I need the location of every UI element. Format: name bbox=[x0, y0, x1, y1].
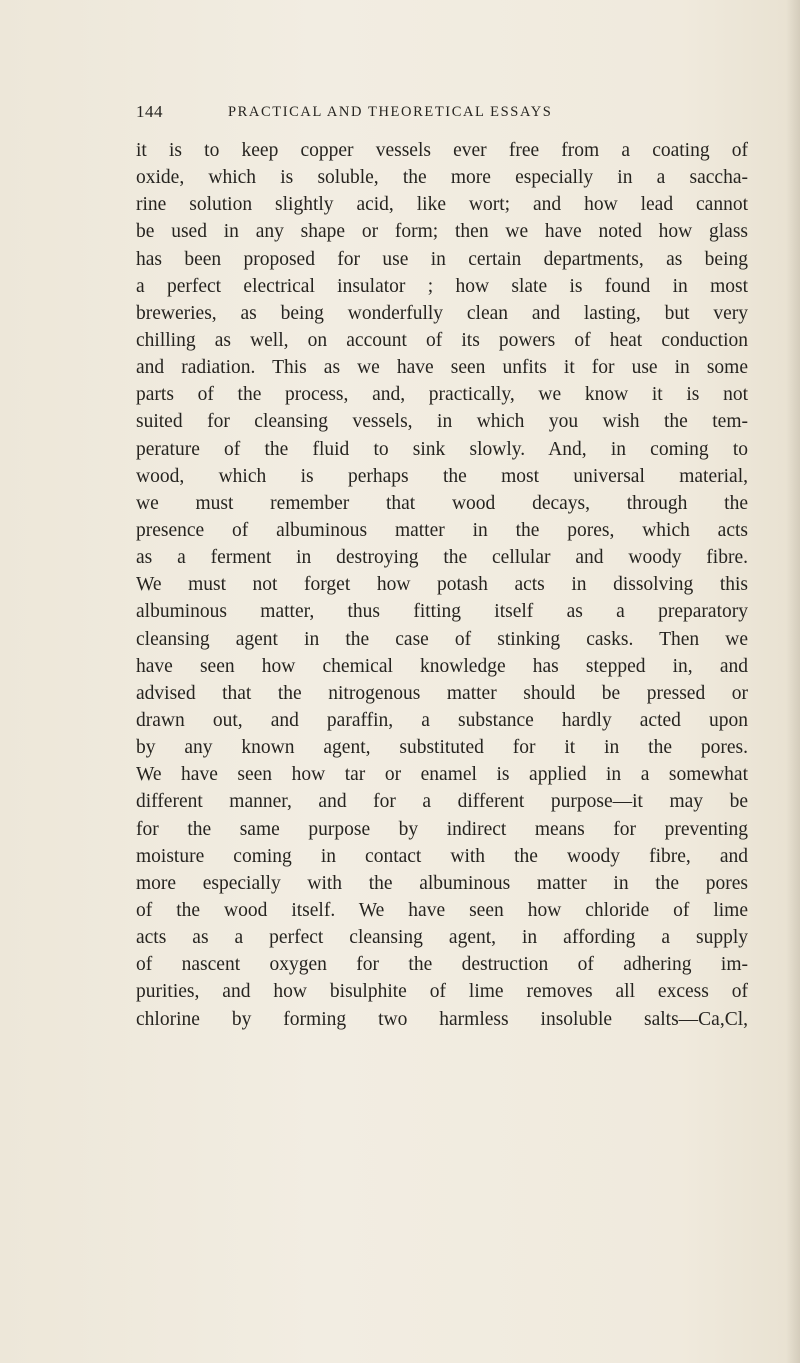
text-line: rine solution slightly acid, like wort; and how lead cannot bbox=[136, 194, 748, 216]
text-line: parts of the process, and, practically, we know it is not bbox=[136, 384, 748, 406]
text-line: drawn out, and paraffin, a substance hardly acted upon bbox=[136, 709, 748, 731]
text-line: advised that the nitrogenous matter should be pressed or bbox=[136, 682, 748, 704]
text-line: breweries, as being wonderfully clean and lasting, but very bbox=[136, 302, 748, 324]
text-line: of nascent oxygen for the destruction of adhering im- bbox=[136, 954, 748, 976]
body-text bbox=[136, 137, 748, 1033]
text-line: suited for cleansing vessels, in which you wish the tem- bbox=[136, 411, 748, 433]
page-header bbox=[136, 102, 736, 126]
page-number: 144 bbox=[136, 102, 163, 121]
text-line: and radiation. This as we have seen unfits it for use in some bbox=[136, 357, 748, 379]
text-line: of the wood itself. We have seen how chloride of lime bbox=[136, 899, 748, 921]
text-line: different manner, and for a different purpose—it may be bbox=[136, 791, 748, 813]
text-line: oxide, which is soluble, the more especially in a saccha- bbox=[136, 167, 748, 189]
text-line: we must remember that wood decays, through the bbox=[136, 492, 748, 514]
text-line: albuminous matter, thus fitting itself as a preparatory bbox=[136, 601, 748, 623]
text-line: be used in any shape or form; then we have noted how glass bbox=[136, 221, 748, 243]
text-line: has been proposed for use in certain departments, as being bbox=[136, 248, 748, 270]
text-line: acts as a perfect cleansing agent, in affording a supply bbox=[136, 927, 748, 949]
text-line: cleansing agent in the case of stinking casks. Then we bbox=[136, 628, 748, 650]
page-edge-shadow bbox=[786, 0, 800, 1363]
text-line: chilling as well, on account of its powers of heat conduction bbox=[136, 329, 748, 351]
text-line: purities, and how bisulphite of lime removes all excess of bbox=[136, 981, 748, 1003]
text-line: by any known agent, substituted for it in the pores. bbox=[136, 737, 748, 759]
text-line: wood, which is perhaps the most universal material, bbox=[136, 465, 748, 487]
text-line: as a ferment in destroying the cellular and woody fibre. bbox=[136, 547, 748, 569]
text-line: a perfect electrical insulator ; how slate is found in most bbox=[136, 275, 748, 297]
text-line: We have seen how tar or enamel is applied in a somewhat bbox=[136, 764, 748, 786]
text-line: presence of albuminous matter in the pores, which acts bbox=[136, 519, 748, 541]
text-line: have seen how chemical knowledge has stepped in, and bbox=[136, 655, 748, 677]
text-line: moisture coming in contact with the woody fibre, and bbox=[136, 845, 748, 867]
running-head: PRACTICAL AND THEORETICAL ESSAYS bbox=[228, 104, 553, 120]
text-line: more especially with the albuminous matter in the pores bbox=[136, 872, 748, 894]
text-line: chlorine by forming two harmless insoluble salts—Ca,Cl, bbox=[136, 1008, 748, 1030]
text-line: it is to keep copper vessels ever free from a coating of bbox=[136, 140, 748, 161]
text-line: perature of the fluid to sink slowly. And, in coming to bbox=[136, 438, 748, 460]
text-line: for the same purpose by indirect means for preventing bbox=[136, 818, 748, 840]
text-line: We must not forget how potash acts in dissolving this bbox=[136, 574, 748, 596]
